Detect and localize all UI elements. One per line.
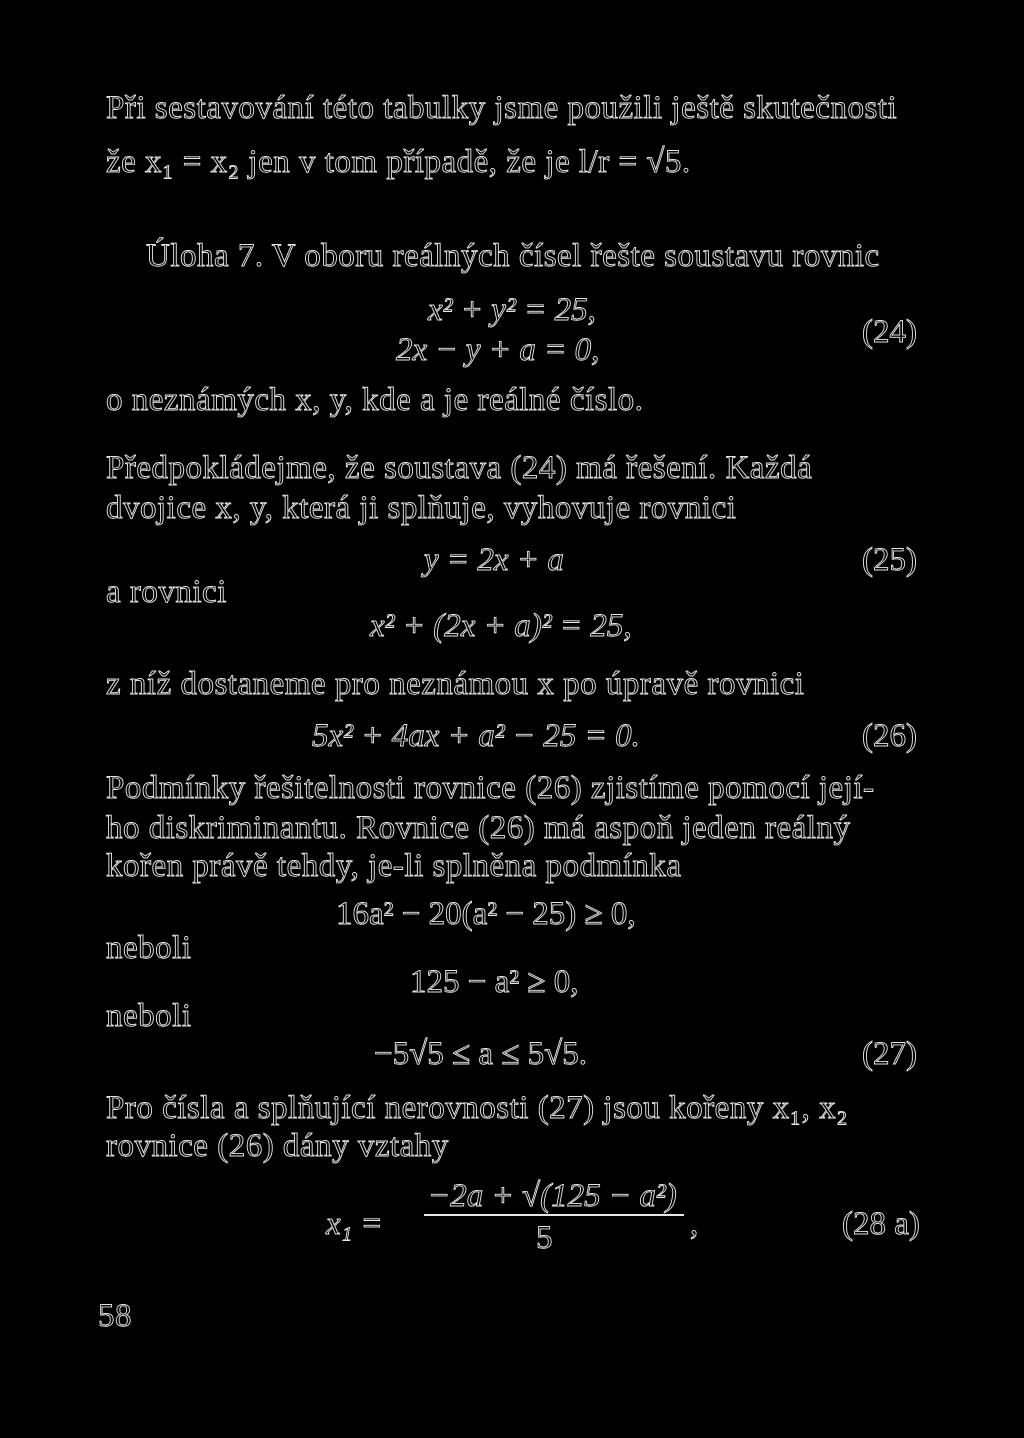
paragraph-2-line-1: Podmínky řešitelnosti rovnice (26) zjistíme pomocí její- [106, 770, 875, 806]
paragraph-1-line-1: Předpokládejme, že soustava (24) má řešení. Každá [106, 450, 813, 486]
page-number: 58 [98, 1298, 132, 1334]
text-line-3: o neznámých x, y, kde a je reálné číslo. [106, 382, 644, 418]
text-a-rovnici: a rovnici [106, 574, 227, 610]
inequality-2: 125 − a² ≥ 0, [410, 964, 579, 1000]
equation-24a: x² + y² = 25, [428, 292, 596, 328]
equation-number-26: (26) [862, 718, 917, 754]
equation-28a-denominator: 5 [536, 1220, 553, 1256]
fraction-bar [424, 1214, 684, 1216]
paragraph-2-line-3: kořen právě tehdy, je-li splněna podmínka [106, 848, 682, 884]
text-neboli-1: neboli [106, 930, 192, 966]
equation-28a-numerator: −2a + √(125 − a²) [428, 1178, 677, 1214]
equation-substituted: x² + (2x + a)² = 25, [370, 608, 632, 644]
paragraph-3-line-1: Pro čísla a splňující nerovnosti (27) jsou kořeny x₁, x₂ [106, 1090, 849, 1126]
inequality-3: −5√5 ≤ a ≤ 5√5. [374, 1036, 587, 1072]
equation-28a-comma: , [690, 1206, 699, 1242]
inequality-1: 16a² − 20(a² − 25) ≥ 0, [336, 896, 636, 932]
text-neboli-2: neboli [106, 998, 192, 1034]
equation-28a-lhs: x₁ = [326, 1206, 383, 1242]
text-line-4: z níž dostaneme pro neznámou x po úpravě rovnici [106, 666, 805, 702]
paragraph-3-line-2: rovnice (26) dány vztahy [106, 1128, 449, 1164]
equation-number-25: (25) [862, 542, 917, 578]
paragraph-2-line-2: ho diskriminantu. Rovnice (26) má aspoň jeden reálný [106, 810, 851, 846]
equation-number-28a: (28 a) [842, 1206, 920, 1242]
equation-24b: 2x − y + a = 0, [396, 332, 600, 368]
equation-number-24: (24) [862, 314, 917, 350]
task-heading: Úloha 7. V oboru reálných čísel řešte soustavu rovnic [146, 238, 880, 274]
text-line-1: Při sestavování této tabulky jsme použili ještě skutečnosti [106, 90, 898, 126]
equation-number-27: (27) [862, 1036, 917, 1072]
paragraph-1-line-2: dvojice x, y, která ji splňuje, vyhovuje rovnici [106, 490, 737, 526]
equation-26: 5x² + 4ax + a² − 25 = 0. [312, 718, 640, 754]
text-line-2: že x₁ = x₂ jen v tom případě, že je l/r = √5. [106, 144, 691, 180]
equation-25: y = 2x + a [424, 542, 564, 578]
